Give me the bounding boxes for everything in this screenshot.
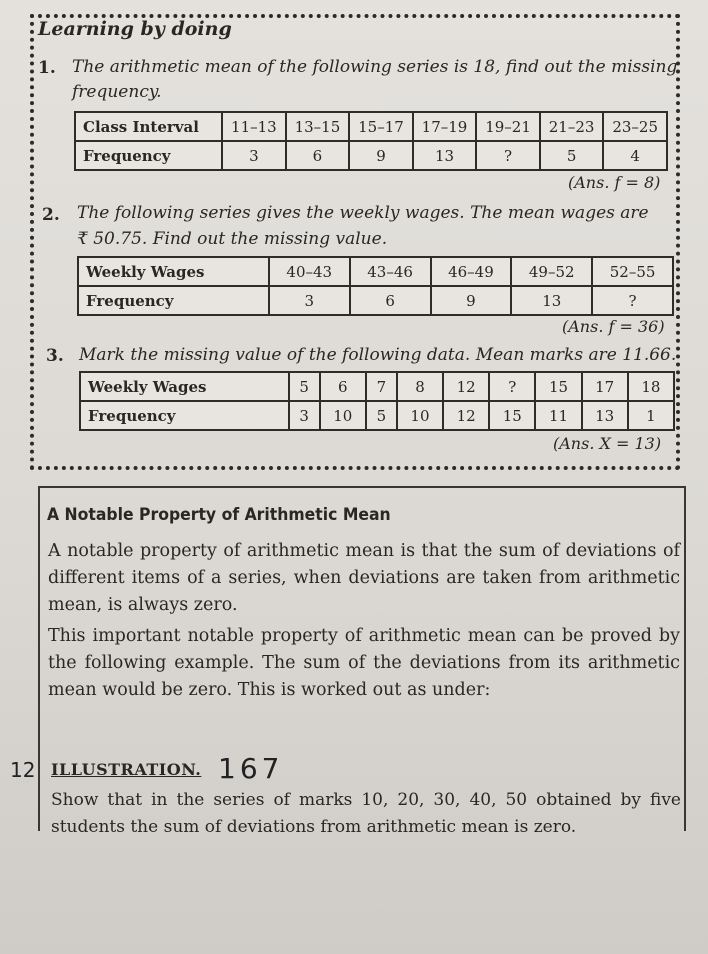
table-cell: 8 — [397, 372, 443, 401]
question-2-table — [77, 256, 674, 316]
table-cell: 13–15 — [286, 112, 350, 141]
question-2-line1: The following series gives the weekly wages. The mean wages are — [77, 203, 649, 223]
question-1-table — [74, 111, 668, 171]
row-header: Frequency — [78, 286, 269, 315]
table-cell: 12 — [443, 401, 489, 430]
table-cell: 19–21 — [476, 112, 540, 141]
table-cell: 5 — [540, 141, 604, 170]
table-cell: 15 — [489, 401, 535, 430]
table-cell: 52–55 — [592, 257, 673, 286]
handwritten-page-note: 167 — [218, 752, 284, 785]
table-cell: 43–46 — [350, 257, 431, 286]
question-1-line2: frequency. — [72, 82, 162, 102]
table-cell: 11–13 — [222, 112, 286, 141]
section-heading: Learning by doing — [38, 18, 232, 40]
row-header: Class Interval — [75, 112, 222, 141]
table-row — [75, 112, 667, 141]
table-row — [80, 401, 674, 430]
table-cell: 23–25 — [603, 112, 667, 141]
table-cell: 17–19 — [413, 112, 477, 141]
row-header: Frequency — [75, 141, 222, 170]
table-cell: 3 — [222, 141, 286, 170]
question-2-line2: ₹ 50.75. Find out the missing value. — [77, 229, 388, 249]
table-cell: 7 — [366, 372, 397, 401]
table-cell: 10 — [320, 401, 366, 430]
table-cell: ? — [489, 372, 535, 401]
handwritten-margin-note: 12 — [10, 758, 36, 782]
table-cell: 46–49 — [431, 257, 512, 286]
table-cell: 15–17 — [349, 112, 413, 141]
table-cell: 11 — [535, 401, 581, 430]
property-title: A Notable Property of Arithmetic Mean — [47, 505, 391, 525]
table-cell: 21–23 — [540, 112, 604, 141]
table-cell: 13 — [413, 141, 477, 170]
question-2-number: 2. — [42, 205, 60, 225]
table-cell: 3 — [269, 286, 350, 315]
question-2-answer: (Ans. f = 36) — [562, 317, 665, 336]
row-header: Frequency — [80, 401, 289, 430]
table-row — [80, 372, 674, 401]
table-cell: 5 — [289, 372, 320, 401]
table-cell: 40–43 — [269, 257, 350, 286]
table-cell: 10 — [397, 401, 443, 430]
table-cell: 6 — [350, 286, 431, 315]
question-3-number: 3. — [46, 346, 64, 366]
table-cell: 4 — [603, 141, 667, 170]
question-1-number: 1. — [38, 58, 56, 78]
table-cell: 13 — [582, 401, 628, 430]
table-cell: 3 — [289, 401, 320, 430]
table-cell: 13 — [511, 286, 592, 315]
table-cell: 5 — [366, 401, 397, 430]
table-cell: 17 — [582, 372, 628, 401]
table-cell: 6 — [320, 372, 366, 401]
row-header: Weekly Wages — [80, 372, 289, 401]
table-cell: 15 — [535, 372, 581, 401]
table-cell: 1 — [628, 401, 674, 430]
table-cell: 9 — [431, 286, 512, 315]
table-cell: 18 — [628, 372, 674, 401]
table-cell: 49–52 — [511, 257, 592, 286]
table-cell: ? — [592, 286, 673, 315]
question-3-line1: Mark the missing value of the following data. Mean marks are 11.66. — [79, 345, 677, 365]
table-row — [78, 257, 673, 286]
table-cell: 9 — [349, 141, 413, 170]
question-3-table — [79, 371, 675, 431]
table-cell: 12 — [443, 372, 489, 401]
property-paragraph-1: A notable property of arithmetic mean is that the sum of deviations of different items of a series, when deviations are taken from arithmetic mean, is always zero. — [48, 541, 680, 615]
question-1-line1: The arithmetic mean of the following series is 18, find out the missing — [72, 57, 678, 77]
table-cell: ? — [476, 141, 540, 170]
illustration-text: Show that in the series of marks 10, 20, 30, 40, 50 obtained by five students the sum of deviations from arithmetic mean is zero. — [51, 790, 681, 837]
illustration-label: ILLUSTRATION. — [51, 760, 202, 779]
table-cell: 6 — [286, 141, 350, 170]
table-row — [75, 141, 667, 170]
question-3-answer: (Ans. X = 13) — [553, 434, 662, 453]
property-paragraph-2: This important notable property of arithmetic mean can be proved by the following example. The sum of the deviations from its arithmetic mean would be zero. This is worked out as under: — [48, 626, 680, 700]
question-1-answer: (Ans. f = 8) — [568, 173, 661, 192]
table-row — [78, 286, 673, 315]
row-header: Weekly Wages — [78, 257, 269, 286]
